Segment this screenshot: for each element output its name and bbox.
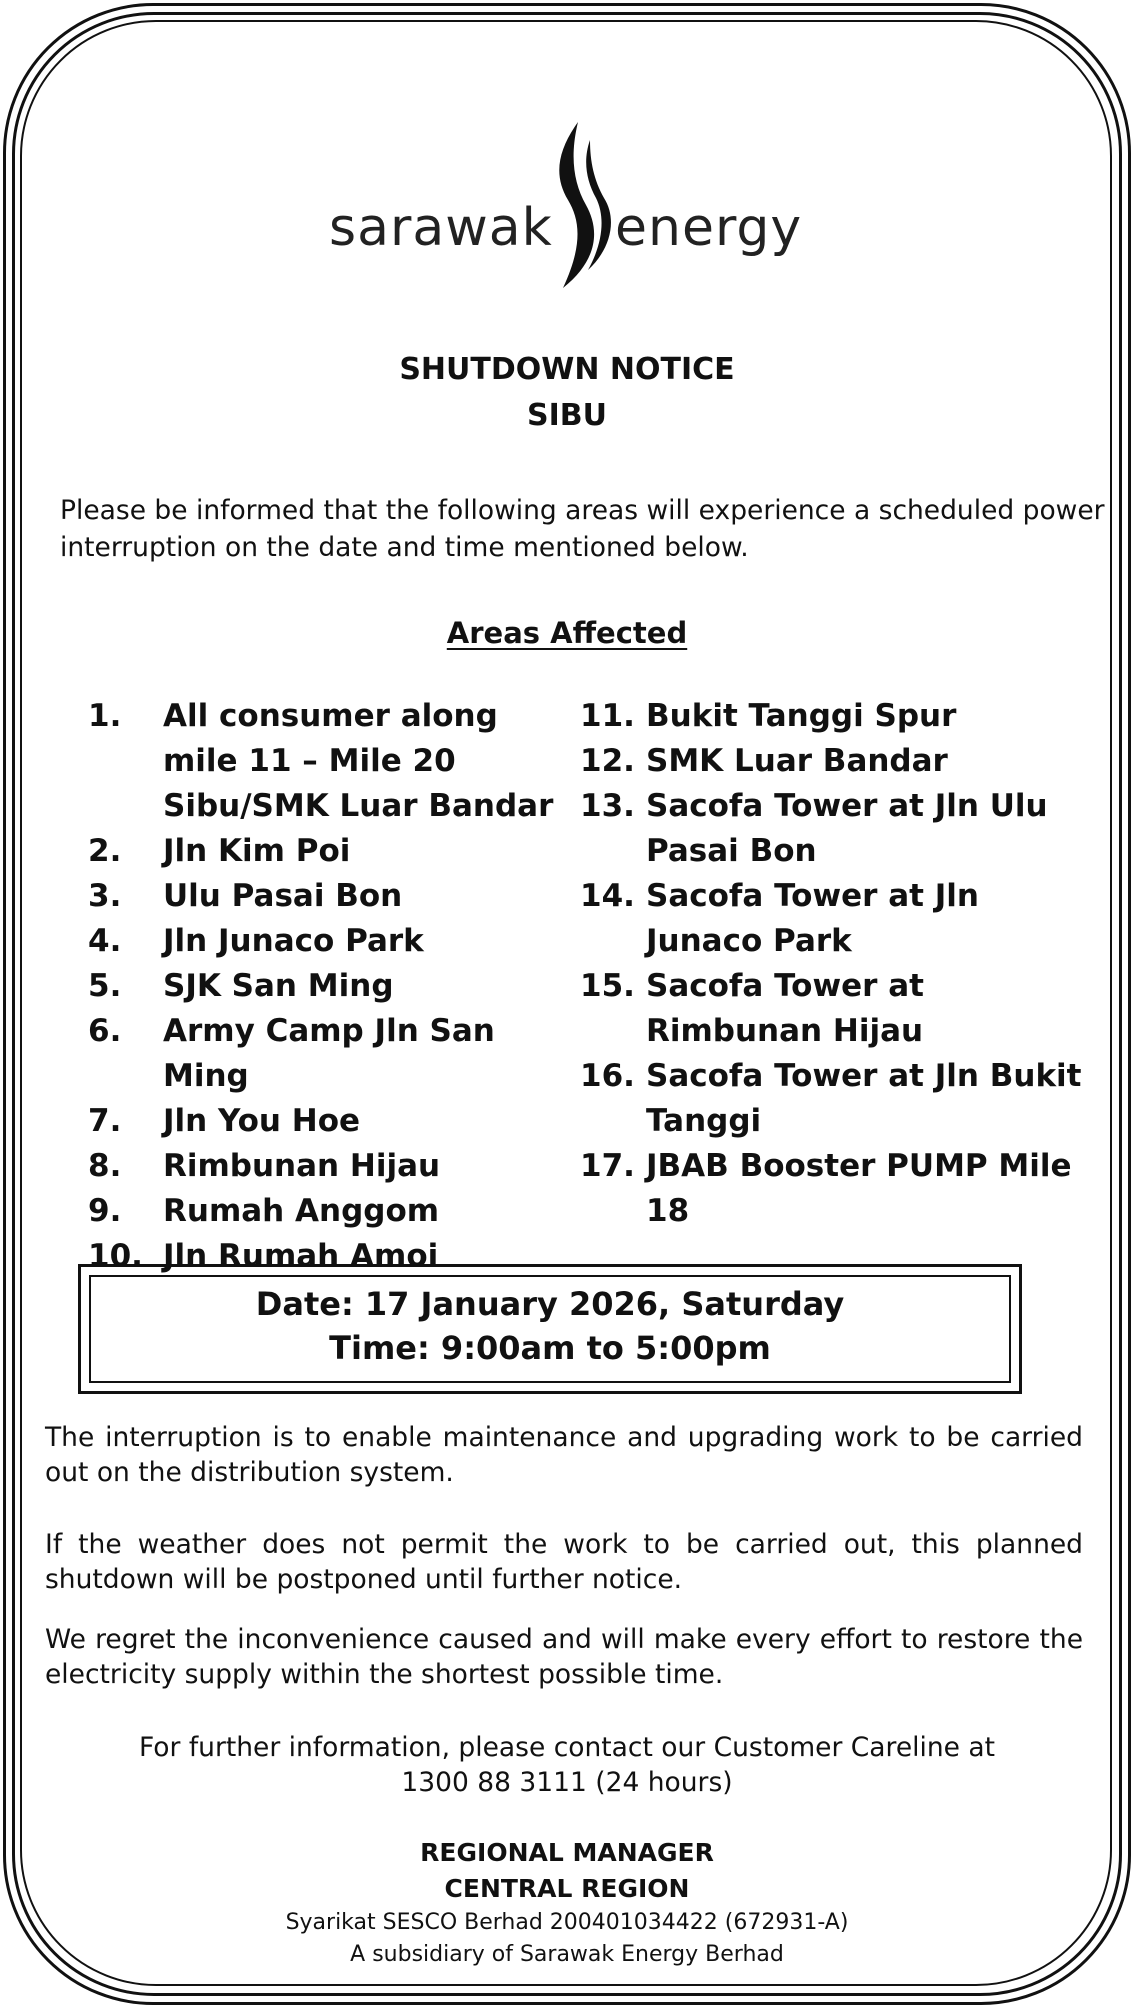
notice-title: SHUTDOWN NOTICE xyxy=(399,352,735,387)
area-item xyxy=(88,874,568,919)
area-item xyxy=(580,874,1100,964)
reason-paragraph: The interruption is to enable maintenance and upgrading work to be carried out on the distribution system. xyxy=(45,1422,1083,1488)
area-text: Army Camp Jln San Ming xyxy=(163,1013,495,1094)
area-text: Jln Rumah Amoi xyxy=(163,1238,439,1274)
sarawak-energy-logo xyxy=(325,120,805,290)
area-number: 1. xyxy=(88,698,122,734)
subsidiary-note: A subsidiary of Sarawak Energy Berhad xyxy=(350,1942,784,1967)
flame-icon xyxy=(538,120,618,290)
area-item xyxy=(580,739,1100,784)
area-number: 17. xyxy=(580,1148,635,1184)
area-item xyxy=(88,919,568,964)
area-number: 15. xyxy=(580,968,635,1004)
area-number: 14. xyxy=(580,878,635,914)
area-text: Ulu Pasai Bon xyxy=(163,878,403,914)
contact-line: For further information, please contact our Customer Careline at xyxy=(138,1732,995,1763)
area-item xyxy=(88,1099,568,1144)
schedule-box xyxy=(78,1264,1022,1394)
area-text: Jln You Hoe xyxy=(163,1103,361,1139)
area-text: SMK Luar Bandar xyxy=(646,743,948,779)
area-number: 3. xyxy=(88,878,122,914)
area-item xyxy=(88,829,568,874)
area-text: Bukit Tanggi Spur xyxy=(646,698,957,734)
logo-word-left: sarawak xyxy=(329,198,553,258)
careline-number: 1300 88 3111 (24 hours) xyxy=(401,1767,733,1798)
area-number: 13. xyxy=(580,788,635,824)
signatory-title: REGIONAL MANAGER xyxy=(420,1838,714,1867)
area-number: 4. xyxy=(88,923,122,959)
area-item xyxy=(580,964,1100,1054)
area-text: Sacofa Tower at Jln Bukit Tanggi xyxy=(646,1058,1082,1139)
area-number: 7. xyxy=(88,1103,122,1139)
area-text: Rumah Anggom xyxy=(163,1193,440,1229)
area-text: All consumer along mile 11 – Mile 20 Sibu/SMK Luar Bandar xyxy=(163,698,554,824)
regret-paragraph: We regret the inconvenience caused and will make every effort to restore the electricity supply within the shortest possible time. xyxy=(45,1624,1083,1690)
intro-paragraph: Please be informed that the following areas will experience a scheduled power interruption on the date and time mentioned below. xyxy=(60,495,1105,563)
area-number: 5. xyxy=(88,968,122,1004)
area-text: Jln Kim Poi xyxy=(163,833,351,869)
areas-list-right xyxy=(580,694,1100,1234)
schedule-date: Date: 17 January 2026, Saturday xyxy=(255,1285,845,1323)
areas-list-left xyxy=(88,694,568,1279)
area-text: SJK San Ming xyxy=(163,968,394,1004)
area-item xyxy=(88,1189,568,1234)
area-item xyxy=(88,964,568,1009)
area-item xyxy=(580,1054,1100,1144)
area-number: 6. xyxy=(88,1013,122,1049)
area-text: Rimbunan Hijau xyxy=(163,1148,441,1184)
weather-paragraph: If the weather does not permit the work to be carried out, this planned shutdown will be postponed until further notice. xyxy=(45,1529,1083,1595)
area-item xyxy=(580,784,1100,874)
area-number: 10. xyxy=(88,1238,143,1274)
area-text: Sacofa Tower at Jln Junaco Park xyxy=(646,878,979,959)
area-item xyxy=(88,694,568,829)
logo-word-right: energy xyxy=(615,198,803,258)
area-item xyxy=(580,1144,1100,1234)
area-item xyxy=(88,1009,568,1099)
company-registration: Syarikat SESCO Berhad 200401034422 (672931-A) xyxy=(285,1910,849,1935)
area-number: 11. xyxy=(580,698,635,734)
notice-location: SIBU xyxy=(527,398,607,433)
area-text: Sacofa Tower at Jln Ulu Pasai Bon xyxy=(646,788,1048,869)
area-text: Sacofa Tower at Rimbunan Hijau xyxy=(646,968,924,1049)
schedule-time: Time: 9:00am to 5:00pm xyxy=(329,1329,771,1367)
area-number: 16. xyxy=(580,1058,635,1094)
contact-info xyxy=(0,1730,1134,1800)
area-number: 12. xyxy=(580,743,635,779)
area-number: 9. xyxy=(88,1193,122,1229)
areas-affected-heading: Areas Affected xyxy=(446,616,688,650)
area-item xyxy=(580,694,1100,739)
area-number: 8. xyxy=(88,1148,122,1184)
area-text: Jln Junaco Park xyxy=(163,923,424,959)
area-item xyxy=(88,1144,568,1189)
signatory-region: CENTRAL REGION xyxy=(444,1874,690,1903)
area-text: JBAB Booster PUMP Mile 18 xyxy=(646,1148,1072,1229)
area-number: 2. xyxy=(88,833,122,869)
